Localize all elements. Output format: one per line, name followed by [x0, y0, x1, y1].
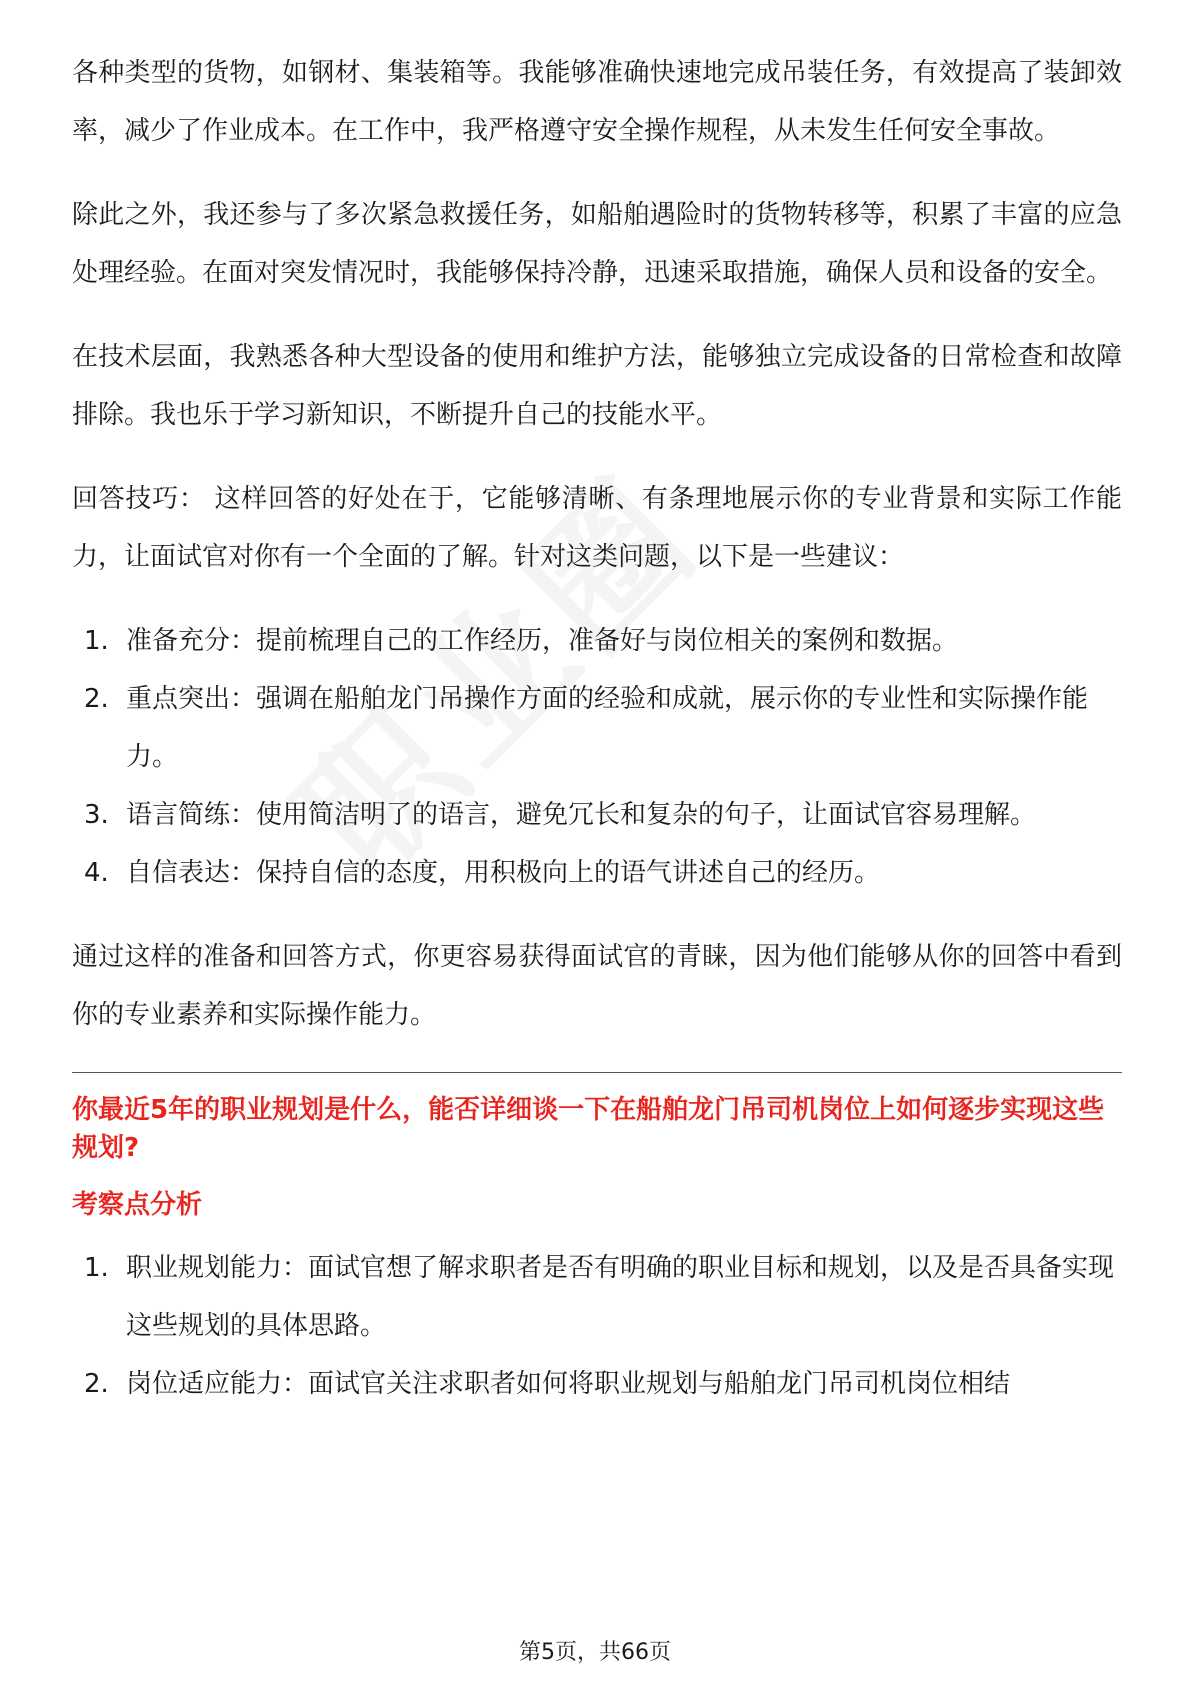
list-number: 1. [84, 626, 109, 656]
section-divider [72, 1072, 1122, 1073]
paragraph-technical: 在技术层面，我熟悉各种大型设备的使用和维护方法，能够独立完成设备的日常检查和故障排除。我也乐于学习新知识，不断提升自己的技能水平。 [72, 342, 1122, 430]
list-item [72, 786, 1122, 844]
list-item [72, 612, 1122, 670]
list-number: 2. [84, 684, 109, 714]
paragraph-experience: 各种类型的货物，如钢材、集装箱等。我能够准确快速地完成吊装任务，有效提高了装卸效率，减少了作业成本。在工作中，我严格遵守安全操作规程，从未发生任何安全事故。 [72, 58, 1122, 146]
list-item [72, 844, 1122, 902]
list-text: 岗位适应能力：面试官关注求职者如何将职业规划与船舶龙门吊司机岗位相结 [126, 1369, 1011, 1399]
analysis-list [72, 1239, 1122, 1413]
list-text: 自信表达：保持自信的态度，用积极向上的语气讲述自己的经历。 [126, 858, 881, 888]
list-number: 3. [84, 800, 109, 830]
page-number: 第5页，共66页 [519, 1640, 671, 1665]
list-text: 准备充分：提前梳理自己的工作经历，准备好与岗位相关的案例和数据。 [126, 626, 959, 656]
list-text: 重点突出：强调在船舶龙门吊操作方面的经验和成就，展示你的专业性和实际操作能力。 [126, 684, 1089, 772]
paragraph-answer-tips: 回答技巧： 这样回答的好处在于，它能够清晰、有条理地展示你的专业背景和实际工作能力，让面试官对你有一个全面的了解。针对这类问题，以下是一些建议： [72, 484, 1122, 572]
tips-list [72, 612, 1122, 902]
list-item [72, 1355, 1122, 1413]
paragraph-emergency: 除此之外，我还参与了多次紧急救援任务，如船舶遇险时的货物转移等，积累了丰富的应急处理经验。在面对突发情况时，我能够保持冷静，迅速采取措施，确保人员和设备的安全。 [72, 200, 1122, 288]
question-heading: 你最近5年的职业规划是什么，能否详细谈一下在船舶龙门吊司机岗位上如何逐步实现这些规划? [72, 1095, 1105, 1163]
list-number: 2. [84, 1369, 109, 1399]
analysis-heading: 考察点分析 [72, 1190, 203, 1220]
list-number: 1. [84, 1253, 109, 1283]
list-item [72, 670, 1122, 786]
list-item [72, 1239, 1122, 1355]
paragraph-closing: 通过这样的准备和回答方式，你更容易获得面试官的青睐，因为他们能够从你的回答中看到你的专业素养和实际操作能力。 [72, 942, 1122, 1030]
list-number: 4. [84, 858, 109, 888]
document-body [72, 44, 1122, 1439]
list-text: 职业规划能力：面试官想了解求职者是否有明确的职业目标和规划，以及是否具备实现这些规划的具体思路。 [126, 1253, 1115, 1341]
list-text: 语言简练：使用简洁明了的语言，避免冗长和复杂的句子，让面试官容易理解。 [126, 800, 1037, 830]
